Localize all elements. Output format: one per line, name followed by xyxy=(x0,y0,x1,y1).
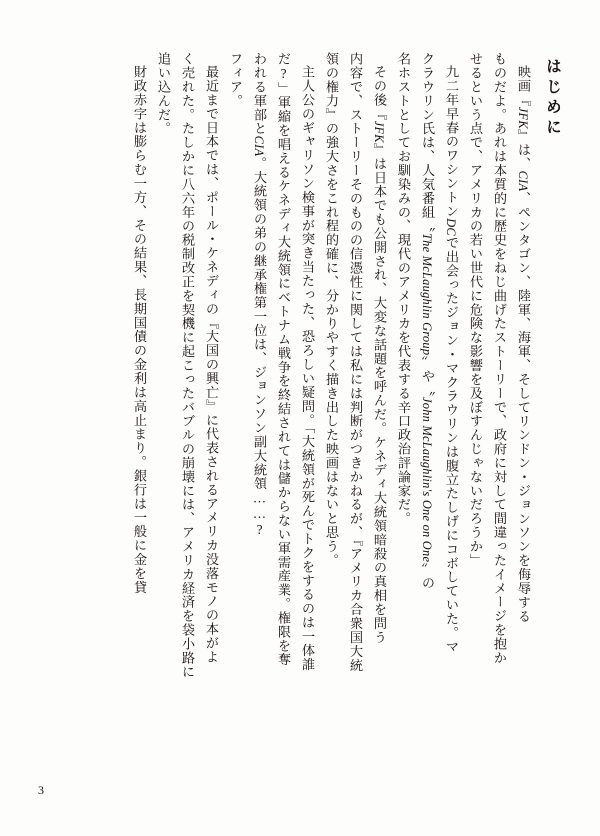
body-column-4: 九二年早春のワシントンDCで出会ったジョン・マクラウリンは腹立たしげにコボしていた。マ xyxy=(444,65,459,654)
body-column-11: だ?」軍縮を唱えるケネディ大統領にベトナム戦争を終結されては儲からない軍需産業。権限を奪 xyxy=(276,52,291,667)
body-column-16: 追い込んだ。 xyxy=(156,52,171,136)
latin-run: The McLaughlin Group xyxy=(420,233,434,356)
latin-run: JFK xyxy=(372,120,386,143)
body-column-13: フィア。 xyxy=(228,52,243,108)
body-column-10: 主人公のギャリソン検事が突き当たった、恐ろしい疑問。「大統領が死んでトクをするのは一体誰 xyxy=(300,65,315,672)
latin-run: DC xyxy=(444,218,458,236)
body-column-15: く売れた。たしかに八六年の税制改正を契機に起こったバブルの崩壊には、アメリカ経済を袋小路に xyxy=(180,52,195,679)
body-column-9: 領の権力』の強大さをこれ程的確に、分かりやすく描き出した映画はないと思う。 xyxy=(324,52,339,568)
body-column-2: ものだよ。あれは本質的に歴史をねじ曲げたストーリーで、政府に対して間違ったイメージを抱か xyxy=(492,52,507,665)
body-column-5: クラウリン氏は、人気番組〝The McLaughlin Group〟や〝John McLaughlin's One on One〟の xyxy=(420,52,435,591)
latin-run: John McLaughlin's One on One xyxy=(420,397,434,563)
body-column-8: 内容で、ストーリーそのものの信憑性に関しては私には判断がつきかねるが、『アメリカ合衆国大統 xyxy=(348,52,363,673)
body-column-3: せるという点で、アメリカの若い世代に危険な影響を及ぼすんじゃないだろうか」 xyxy=(468,52,483,568)
vertical-text-block xyxy=(56,52,560,766)
section-heading: はじめに xyxy=(544,58,561,139)
body-column-6: 名ホストとしてお馴染みの、現代のアメリカを代表する辛口政治評論家だ。 xyxy=(396,52,411,526)
body-column-1: 映画『JFK』は、CIA、ペンタゴン、陸軍、海軍、そしてリンドン・ジョンソンを侮辱する xyxy=(516,65,531,624)
body-column-12: われる軍部とCIA。大統領の弟の継承権第一位は、ジョンソン副大統領……? xyxy=(252,52,267,538)
body-column-7: その後『JFK』は日本でも公開され、大変な話題を呼んだ。ケネディ大統領暗殺の真相を問う xyxy=(372,65,387,645)
body-column-14: 最近まで日本では、ポール・ケネディの『大国の興亡』に代表されるアメリカ没落モノの本がよ xyxy=(204,65,219,664)
body-column-17: 財政赤字は膨らむ一方、その結果、長期国債の金利は高止まり。銀行は一般に金を貸 xyxy=(132,65,147,595)
latin-run: CIA xyxy=(252,135,266,157)
page-number: 3 xyxy=(38,783,44,797)
latin-run: JFK xyxy=(516,106,530,129)
latin-run: CIA xyxy=(516,170,530,192)
